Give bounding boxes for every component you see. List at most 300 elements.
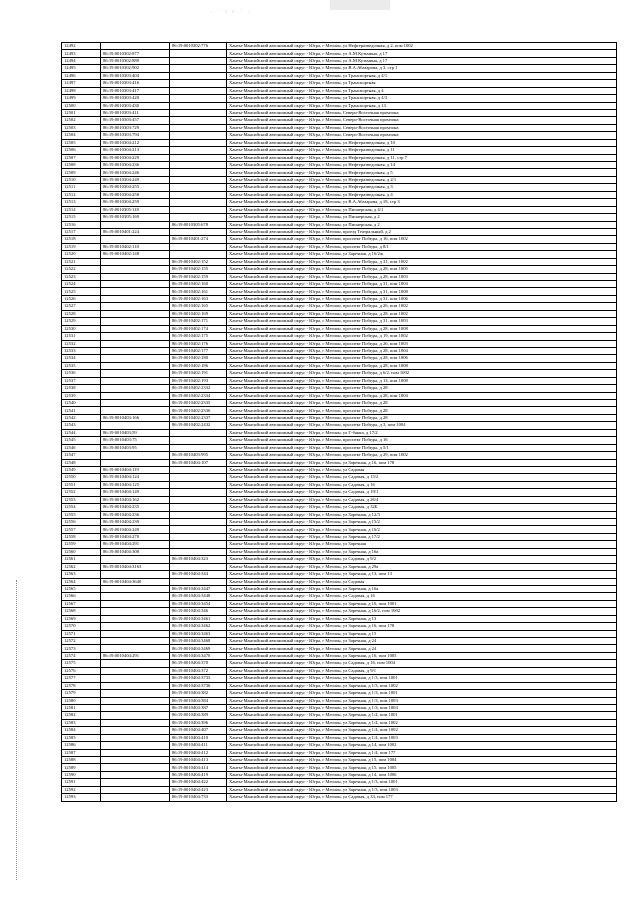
- row-number-cell: 12581: [62, 704, 101, 711]
- table-row: [62, 414, 617, 421]
- row-number-cell: 12503: [62, 124, 101, 131]
- row-number-cell: 12572: [62, 638, 101, 645]
- row-number-cell: 12575: [62, 660, 101, 667]
- table-row: [62, 519, 617, 526]
- cadastral-number-cell: 86:19:0010404:249: [101, 526, 170, 533]
- table-row: [62, 466, 617, 473]
- cadastral-number-cell: 86:19:0010401:224: [101, 228, 170, 235]
- cadastral-number-cell: [101, 258, 170, 265]
- object-cadastral-cell: 86:19:0010404:3736: [170, 682, 227, 689]
- table-row: [62, 147, 617, 154]
- cadastral-number-cell: 86:19:0010303:430: [101, 102, 170, 109]
- object-cadastral-cell: [170, 72, 227, 79]
- object-cadastral-cell: 86:19:0010402:180: [170, 355, 227, 362]
- object-cadastral-cell: 86:19:0010404:382: [170, 690, 227, 697]
- table-row: [62, 176, 617, 183]
- object-cadastral-cell: 86:19:0010404:372: [170, 667, 227, 674]
- cadastral-number-cell: [101, 719, 170, 726]
- table-row: [62, 184, 617, 191]
- address-cell: Ханты-Мансийский автономный округ - Югра, г Мегион, ул Заречная, д 16, пом 1001: [227, 600, 617, 607]
- cadastral-number-cell: 86:19:0010304:258: [101, 191, 170, 198]
- address-cell: Ханты-Мансийский автономный округ - Югра, г Мегион, ул Нефтеразведочная, д 3: [227, 184, 617, 191]
- table-row: [62, 719, 617, 726]
- cadastral-number-cell: [101, 585, 170, 592]
- object-cadastral-cell: 86:19:0010404:323: [170, 556, 227, 563]
- cadastral-number-cell: 86:19:0010404:119: [101, 466, 170, 473]
- row-number-cell: 12496: [62, 72, 101, 79]
- object-cadastral-cell: 86:19:0010404:3448: [170, 593, 227, 600]
- registry-table-body: [62, 43, 617, 802]
- row-number-cell: 12573: [62, 645, 101, 652]
- row-number-cell: 12501: [62, 109, 101, 116]
- address-cell: Ханты-Мансийский автономный округ - Югра, г Мегион, проспект Победы, д 28, пом 1008: [227, 325, 617, 332]
- cadastral-number-cell: [101, 615, 170, 622]
- cadastral-number-cell: 86:19:0010305:169: [101, 214, 170, 221]
- address-cell: Ханты-Мансийский автономный округ - Югра, г Мегион, ул Заречная, д 1/4, пом 1003: [227, 734, 617, 741]
- table-row: [62, 236, 617, 243]
- object-cadastral-cell: [170, 117, 227, 124]
- table-row: [62, 704, 617, 711]
- table-row: [62, 72, 617, 79]
- object-cadastral-cell: [170, 191, 227, 198]
- object-cadastral-cell: 86:19:0010404:107: [170, 459, 227, 466]
- object-cadastral-cell: [170, 124, 227, 131]
- row-number-cell: 12550: [62, 474, 101, 481]
- address-cell: Ханты-Мансийский автономный округ - Югра, г Мегион, ул А.М.Кузьмина, д 17: [227, 57, 617, 64]
- object-cadastral-cell: 86:19:0010404:3454: [170, 600, 227, 607]
- object-cadastral-cell: 86:19:0010404:413: [170, 757, 227, 764]
- object-cadastral-cell: [170, 533, 227, 540]
- cadastral-number-cell: [101, 452, 170, 459]
- table-row: [62, 57, 617, 64]
- object-cadastral-cell: 86:19:0010402:2336: [170, 407, 227, 414]
- address-cell: Ханты-Мансийский автономный округ - Югра, г Мегион, проспект Победы, д 19, пом 1002: [227, 333, 617, 340]
- cadastral-number-cell: 86:19:0010404:125: [101, 481, 170, 488]
- object-cadastral-cell: [170, 147, 227, 154]
- object-cadastral-cell: [170, 176, 227, 183]
- address-cell: Ханты-Мансийский автономный округ - Югра, г Мегион, ул Заречная, д 1/3, пом 1001: [227, 675, 617, 682]
- margin-mark: [16, 580, 23, 880]
- object-cadastral-cell: 86:19:0010404:414: [170, 764, 227, 771]
- table-row: [62, 162, 617, 169]
- cadastral-number-cell: 86:19:0010404:236: [101, 511, 170, 518]
- row-number-cell: 12585: [62, 734, 101, 741]
- table-row: [62, 615, 617, 622]
- table-row: [62, 481, 617, 488]
- table-row: [62, 392, 617, 399]
- table-row: [62, 355, 617, 362]
- row-number-cell: 12543: [62, 422, 101, 429]
- object-cadastral-cell: 86:19:0010404:344: [170, 571, 227, 578]
- address-cell: Ханты-Мансийский автономный округ - Югра, г Мегион, Северо-Восточная промзона: [227, 109, 617, 116]
- table-row: [62, 749, 617, 756]
- address-cell: Ханты-Мансийский автономный округ - Югра, г Мегион, ул Заречная, д 13: [227, 615, 617, 622]
- table-row: [62, 340, 617, 347]
- cadastral-number-cell: [101, 690, 170, 697]
- address-cell: Ханты-Мансийский автономный округ - Югра, г Мегион, ул Заречная, д 12/3: [227, 511, 617, 518]
- address-cell: Ханты-Мансийский автономный округ - Югра, г Мегион, проспект Победы, д 31, пом 1008: [227, 288, 617, 295]
- cadastral-number-cell: [101, 310, 170, 317]
- address-cell: Ханты-Мансийский автономный округ - Югра, г Мегион, ул Садовая: [227, 466, 617, 473]
- address-cell: Ханты-Мансийский автономный округ - Югра, г Мегион, ул Садовая, д 26/4: [227, 496, 617, 503]
- cadastral-number-cell: [101, 556, 170, 563]
- cadastral-number-cell: 86:19:0010403:95: [101, 444, 170, 451]
- table-row: [62, 794, 617, 801]
- table-row: [62, 199, 617, 206]
- cadastral-number-cell: 86:19:0010404:308: [101, 548, 170, 555]
- table-row: [62, 191, 617, 198]
- row-number-cell: 12586: [62, 742, 101, 749]
- cadastral-number-cell: [101, 288, 170, 295]
- table-row: [62, 638, 617, 645]
- row-number-cell: 12590: [62, 771, 101, 778]
- row-number-cell: 12557: [62, 526, 101, 533]
- cadastral-number-cell: [101, 571, 170, 578]
- address-cell: Ханты-Мансийский автономный округ - Югра, г Мегион, проспект Победы, д 26, пом 1003: [227, 340, 617, 347]
- row-number-cell: 12593: [62, 794, 101, 801]
- cadastral-number-cell: 86:19:0010304:259: [101, 199, 170, 206]
- object-cadastral-cell: 86:19:0010402:161: [170, 288, 227, 295]
- cadastral-number-cell: [101, 749, 170, 756]
- row-number-cell: 12553: [62, 496, 101, 503]
- row-number-cell: 12508: [62, 162, 101, 169]
- address-cell: Ханты-Мансийский автономный округ - Югра, г Мегион, ул Заречная, д 1/4, пом 1001: [227, 712, 617, 719]
- cadastral-number-cell: 86:19:0010404:3640: [101, 578, 170, 585]
- address-cell: Ханты-Мансийский автономный округ - Югра, г Мегион, ул Заречная, д 13, пом 13: [227, 571, 617, 578]
- cadastral-number-cell: [101, 593, 170, 600]
- address-cell: Ханты-Мансийский автономный округ - Югра, г Мегион, ул В.А.Абазарова, д 18, стр 3: [227, 199, 617, 206]
- object-cadastral-cell: [170, 437, 227, 444]
- row-number-cell: 12582: [62, 712, 101, 719]
- object-cadastral-cell: 86:19:0010404:411: [170, 742, 227, 749]
- address-cell: Ханты-Мансийский автономный округ - Югра, г Мегион, ул Садовая, д 32Б: [227, 504, 617, 511]
- row-number-cell: 12531: [62, 333, 101, 340]
- address-cell: Ханты-Мансийский автономный округ - Югра, г Мегион, ул Заречная, д 14, пом 1006: [227, 771, 617, 778]
- table-row: [62, 318, 617, 325]
- table-row: [62, 124, 617, 131]
- row-number-cell: 12510: [62, 176, 101, 183]
- cadastral-number-cell: 86:19:0010402:148: [101, 251, 170, 258]
- address-cell: Ханты-Мансийский автономный округ - Югра, г Мегион, ул Нефтеразведочная, д 2/1: [227, 176, 617, 183]
- object-cadastral-cell: [170, 519, 227, 526]
- row-number-cell: 12551: [62, 481, 101, 488]
- address-cell: Ханты-Мансийский автономный округ - Югра, г Мегион, ул Заречная, д 16а: [227, 548, 617, 555]
- object-cadastral-cell: [170, 474, 227, 481]
- row-number-cell: 12502: [62, 117, 101, 124]
- address-cell: Ханты-Мансийский автономный округ - Югра, г Мегион, ул Заречная, д 1/3, пом 1001: [227, 779, 617, 786]
- address-cell: Ханты-Мансийский автономный округ - Югра, г Мегион, ул Г-банка, д 17/2: [227, 429, 617, 436]
- row-number-cell: 12568: [62, 608, 101, 615]
- scan-artifact: [330, 0, 390, 10]
- table-row: [62, 474, 617, 481]
- row-number-cell: 12526: [62, 295, 101, 302]
- address-cell: Ханты-Мансийский автономный округ - Югра, г Мегион, ул Садовая: [227, 578, 617, 585]
- row-number-cell: 12560: [62, 548, 101, 555]
- address-cell: Ханты-Мансийский автономный округ - Югра, г Мегион, проспект Победы, д 28: [227, 414, 617, 421]
- object-cadastral-cell: [170, 109, 227, 116]
- cadastral-number-cell: 86:19:0010303:457: [101, 117, 170, 124]
- object-cadastral-cell: [170, 541, 227, 548]
- table-row: [62, 95, 617, 102]
- cadastral-number-cell: [101, 675, 170, 682]
- row-number-cell: 12509: [62, 169, 101, 176]
- address-cell: Ханты-Мансийский автономный округ - Югра, г Мегион, проспект Победы, д 6/2, пом 1002: [227, 370, 617, 377]
- table-row: [62, 779, 617, 786]
- object-cadastral-cell: 86:19:0010402:177: [170, 347, 227, 354]
- address-cell: Ханты-Мансийский автономный округ - Югра, г Мегион, ул Пионерская, д 2: [227, 214, 617, 221]
- object-cadastral-cell: 86:19:0010402:159: [170, 273, 227, 280]
- cadastral-number-cell: 86:19:0010304:236: [101, 162, 170, 169]
- object-cadastral-cell: 86:19:0010402:160: [170, 281, 227, 288]
- table-row: [62, 675, 617, 682]
- cadastral-number-cell: [101, 303, 170, 310]
- row-number-cell: 12495: [62, 65, 101, 72]
- object-cadastral-cell: [170, 496, 227, 503]
- address-cell: Ханты-Мансийский автономный округ - Югра, г Мегион, проспект Победы, д 28, пом 1002: [227, 310, 617, 317]
- table-row: [62, 556, 617, 563]
- object-cadastral-cell: [170, 429, 227, 436]
- row-number-cell: 12570: [62, 623, 101, 630]
- row-number-cell: 12518: [62, 236, 101, 243]
- cadastral-number-cell: 86:19:0010303:729: [101, 124, 170, 131]
- address-cell: Ханты-Мансийский автономный округ - Югра, г Мегион, ул Заречная, д 15/2: [227, 519, 617, 526]
- object-cadastral-cell: 86:19:0010402:2334: [170, 392, 227, 399]
- table-row: [62, 571, 617, 578]
- cadastral-number-cell: [101, 764, 170, 771]
- row-number-cell: 12506: [62, 147, 101, 154]
- table-row: [62, 429, 617, 436]
- table-row: [62, 50, 617, 57]
- address-cell: Ханты-Мансийский автономный округ - Югра, г Мегион, ул Заречная, д 15: [227, 630, 617, 637]
- address-cell: Ханты-Мансийский автономный округ - Югра, г Мегион, ул Заречная, д 1/3, пом 1002: [227, 682, 617, 689]
- address-cell: Ханты-Мансийский автономный округ - Югра, г Мегион, ул Заречная, д 24: [227, 645, 617, 652]
- cadastral-number-cell: 86:19:0010404:239: [101, 519, 170, 526]
- cadastral-number-cell: 86:19:0010302:902: [101, 65, 170, 72]
- cadastral-number-cell: [101, 727, 170, 734]
- cadastral-number-cell: [101, 333, 170, 340]
- address-cell: Ханты-Мансийский автономный округ - Югра, г Мегион, ул Заречная, д 15, пом 1005: [227, 764, 617, 771]
- address-cell: Ханты-Мансийский автономный округ - Югра, г Мегион, проспект Победы, д 3, пом 1004: [227, 422, 617, 429]
- address-cell: Ханты-Мансийский автономный округ - Югра, г Мегион, проспект Победы, д 5/1: [227, 444, 617, 451]
- cadastral-number-cell: [101, 407, 170, 414]
- table-row: [62, 496, 617, 503]
- address-cell: Ханты-Мансийский автономный округ - Югра, г Мегион, ул Садовая, д 33, пом 177: [227, 794, 617, 801]
- address-cell: Ханты-Мансийский автономный округ - Югра, г Мегион, ул Нефтеразведочная, д 5: [227, 169, 617, 176]
- cadastral-number-cell: 86:19:0010303:416: [101, 80, 170, 87]
- table-row: [62, 727, 617, 734]
- row-number-cell: 12536: [62, 370, 101, 377]
- row-number-cell: 12521: [62, 258, 101, 265]
- row-number-cell: 12548: [62, 459, 101, 466]
- cadastral-number-cell: [101, 667, 170, 674]
- row-number-cell: 12563: [62, 571, 101, 578]
- cadastral-number-cell: 86:19:0010303:404: [101, 72, 170, 79]
- scan-header-noise: · ˈ ᵛ ᵘ ˈ ·: [210, 10, 252, 16]
- object-cadastral-cell: [170, 57, 227, 64]
- cadastral-number-cell: 86:19:0010404:124: [101, 474, 170, 481]
- object-cadastral-cell: [170, 243, 227, 250]
- object-cadastral-cell: 86:19:0010402:193: [170, 377, 227, 384]
- address-cell: Ханты-Мансийский автономный округ - Югра, г Мегион, проспект Победы, д 29, пом 1002: [227, 452, 617, 459]
- object-cadastral-cell: [170, 511, 227, 518]
- address-cell: Ханты-Мансийский автономный округ - Югра, г Мегион, Северо-Восточная промзона: [227, 124, 617, 131]
- object-cadastral-cell: 86:19:0010404:3470: [170, 652, 227, 659]
- row-number-cell: 12527: [62, 303, 101, 310]
- row-number-cell: 12567: [62, 600, 101, 607]
- row-number-cell: 12578: [62, 682, 101, 689]
- cadastral-number-cell: 86:19:0010404:291: [101, 652, 170, 659]
- object-cadastral-cell: 86:19:0010402:175: [170, 333, 227, 340]
- table-row: [62, 288, 617, 295]
- object-cadastral-cell: 86:19:0010404:3733: [170, 675, 227, 682]
- registry-table: [61, 42, 617, 802]
- object-cadastral-cell: 86:19:0010404:396: [170, 719, 227, 726]
- cadastral-number-cell: [101, 236, 170, 243]
- object-cadastral-cell: 86:19:0010402:2432: [170, 422, 227, 429]
- address-cell: Ханты-Мансийский автономный округ - Югра, г Мегион, Северо-Восточная промзона: [227, 117, 617, 124]
- object-cadastral-cell: 86:19:0010404:3468: [170, 638, 227, 645]
- cadastral-number-cell: 86:19:0010404:149: [101, 489, 170, 496]
- object-cadastral-cell: [170, 206, 227, 213]
- cadastral-number-cell: [101, 645, 170, 652]
- table-row: [62, 452, 617, 459]
- cadastral-number-cell: [101, 608, 170, 615]
- cadastral-number-cell: [101, 682, 170, 689]
- object-cadastral-cell: [170, 65, 227, 72]
- object-cadastral-cell: [170, 80, 227, 87]
- cadastral-number-cell: [101, 704, 170, 711]
- object-cadastral-cell: 86:19:0010404:419: [170, 771, 227, 778]
- object-cadastral-cell: 86:19:0010404:423: [170, 786, 227, 793]
- cadastral-number-cell: [101, 794, 170, 801]
- object-cadastral-cell: [170, 228, 227, 235]
- table-row: [62, 645, 617, 652]
- address-cell: Ханты-Мансийский автономный округ - Югра, г Мегион, ул Садовая, д 19/1: [227, 489, 617, 496]
- object-cadastral-cell: 86:19:0010404:410: [170, 734, 227, 741]
- address-cell: Ханты-Мансийский автономный округ - Югра, г Мегион, проспект Победы, д 16, пом 1002: [227, 236, 617, 243]
- object-cadastral-cell: [170, 139, 227, 146]
- cadastral-number-cell: 86:19:0010304:255: [101, 184, 170, 191]
- table-row: [62, 667, 617, 674]
- table-row: [62, 682, 617, 689]
- table-row: [62, 533, 617, 540]
- address-cell: Ханты-Мансийский автономный округ - Югра, г Мегион, ул А.М.Кузьмина, д 17: [227, 50, 617, 57]
- table-row: [62, 228, 617, 235]
- row-number-cell: 12576: [62, 667, 101, 674]
- cadastral-number-cell: [101, 385, 170, 392]
- table-row: [62, 771, 617, 778]
- object-cadastral-cell: [170, 162, 227, 169]
- address-cell: Ханты-Мансийский автономный округ - Югра, г Мегион, ул Транспортная, д 13: [227, 102, 617, 109]
- object-cadastral-cell: [170, 169, 227, 176]
- object-cadastral-cell: 86:19:0010404:422: [170, 779, 227, 786]
- row-number-cell: 12592: [62, 786, 101, 793]
- table-row: [62, 87, 617, 94]
- address-cell: Ханты-Мансийский автономный округ - Югра, г Мегион, ул Заречная, д 16а: [227, 585, 617, 592]
- row-number-cell: 12556: [62, 519, 101, 526]
- object-cadastral-cell: 86:19:0010402:171: [170, 318, 227, 325]
- row-number-cell: 12588: [62, 757, 101, 764]
- row-number-cell: 12535: [62, 362, 101, 369]
- address-cell: Ханты-Мансийский автономный округ - Югра, г Мегион, проспект Победы, д 8/1: [227, 243, 617, 250]
- cadastral-number-cell: [101, 771, 170, 778]
- cadastral-number-cell: 86:19:0010304:229: [101, 154, 170, 161]
- object-cadastral-cell: [170, 481, 227, 488]
- cadastral-number-cell: [101, 340, 170, 347]
- object-cadastral-cell: [170, 466, 227, 473]
- object-cadastral-cell: 86:19:0010402:186: [170, 362, 227, 369]
- address-cell: Ханты-Мансийский автономный округ - Югра, г Мегион, ул Заречная: [227, 541, 617, 548]
- address-cell: Ханты-Мансийский автономный округ - Югра, г Мегион, проспект Победы, д 28: [227, 400, 617, 407]
- row-number-cell: 12530: [62, 325, 101, 332]
- cadastral-number-cell: [101, 697, 170, 704]
- object-cadastral-cell: [170, 444, 227, 451]
- row-number-cell: 12544: [62, 429, 101, 436]
- object-cadastral-cell: [170, 548, 227, 555]
- cadastral-number-cell: [101, 623, 170, 630]
- cadastral-number-cell: [101, 779, 170, 786]
- cadastral-number-cell: [101, 281, 170, 288]
- table-row: [62, 690, 617, 697]
- row-number-cell: 12566: [62, 593, 101, 600]
- cadastral-number-cell: [101, 295, 170, 302]
- table-row: [62, 578, 617, 585]
- table-row: [62, 407, 617, 414]
- object-cadastral-cell: 86:19:0010404:3447: [170, 585, 227, 592]
- address-cell: Ханты-Мансийский автономный округ - Югра, г Мегион, ул Заречная, д 29а: [227, 563, 617, 570]
- row-number-cell: 12541: [62, 407, 101, 414]
- table-row: [62, 377, 617, 384]
- row-number-cell: 12523: [62, 273, 101, 280]
- cadastral-number-cell: 86:19:0010403:75: [101, 437, 170, 444]
- row-number-cell: 12532: [62, 340, 101, 347]
- object-cadastral-cell: [170, 526, 227, 533]
- table-row: [62, 310, 617, 317]
- address-cell: Ханты-Мансийский автономный округ - Югра, г Мегион, проспект Победы, д 31, пом 1006: [227, 295, 617, 302]
- object-cadastral-cell: 86:19:0010404:733: [170, 794, 227, 801]
- address-cell: Ханты-Мансийский автономный округ - Югра, г Мегион, ул Садовая, д 15/2: [227, 474, 617, 481]
- cadastral-number-cell: 86:19:0010303:794: [101, 132, 170, 139]
- address-cell: Ханты-Мансийский автономный округ - Югра, г Мегион, ул Садовая, д 16, пом 1004: [227, 660, 617, 667]
- row-number-cell: 12515: [62, 214, 101, 221]
- cadastral-number-cell: [101, 742, 170, 749]
- object-cadastral-cell: 86:19:0010404:407: [170, 727, 227, 734]
- address-cell: Ханты-Мансийский автономный округ - Югра, г Мегион, ул Заречная, д 1/3, пом 1003: [227, 697, 617, 704]
- table-row: [62, 347, 617, 354]
- table-row: [62, 139, 617, 146]
- table-row: [62, 325, 617, 332]
- object-cadastral-cell: [170, 578, 227, 585]
- object-cadastral-cell: [170, 504, 227, 511]
- table-row: [62, 757, 617, 764]
- address-cell: Ханты-Мансийский автономный округ - Югра, г Мегион, ул Транспортная, д 4/1: [227, 72, 617, 79]
- row-number-cell: 12529: [62, 318, 101, 325]
- row-number-cell: 12516: [62, 221, 101, 228]
- table-row: [62, 734, 617, 741]
- row-number-cell: 12552: [62, 489, 101, 496]
- cadastral-number-cell: 86:19:0010305:118: [101, 206, 170, 213]
- row-number-cell: 12579: [62, 690, 101, 697]
- cadastral-number-cell: 86:19:0010404:162: [101, 496, 170, 503]
- table-row: [62, 593, 617, 600]
- table-row: [62, 585, 617, 592]
- address-cell: Ханты-Мансийский автономный округ - Югра, г Мегион, ул Нефтеразведочная, д 14: [227, 162, 617, 169]
- row-number-cell: 12513: [62, 199, 101, 206]
- row-number-cell: 12525: [62, 288, 101, 295]
- cadastral-number-cell: [101, 400, 170, 407]
- cadastral-number-cell: [101, 734, 170, 741]
- object-cadastral-cell: [170, 154, 227, 161]
